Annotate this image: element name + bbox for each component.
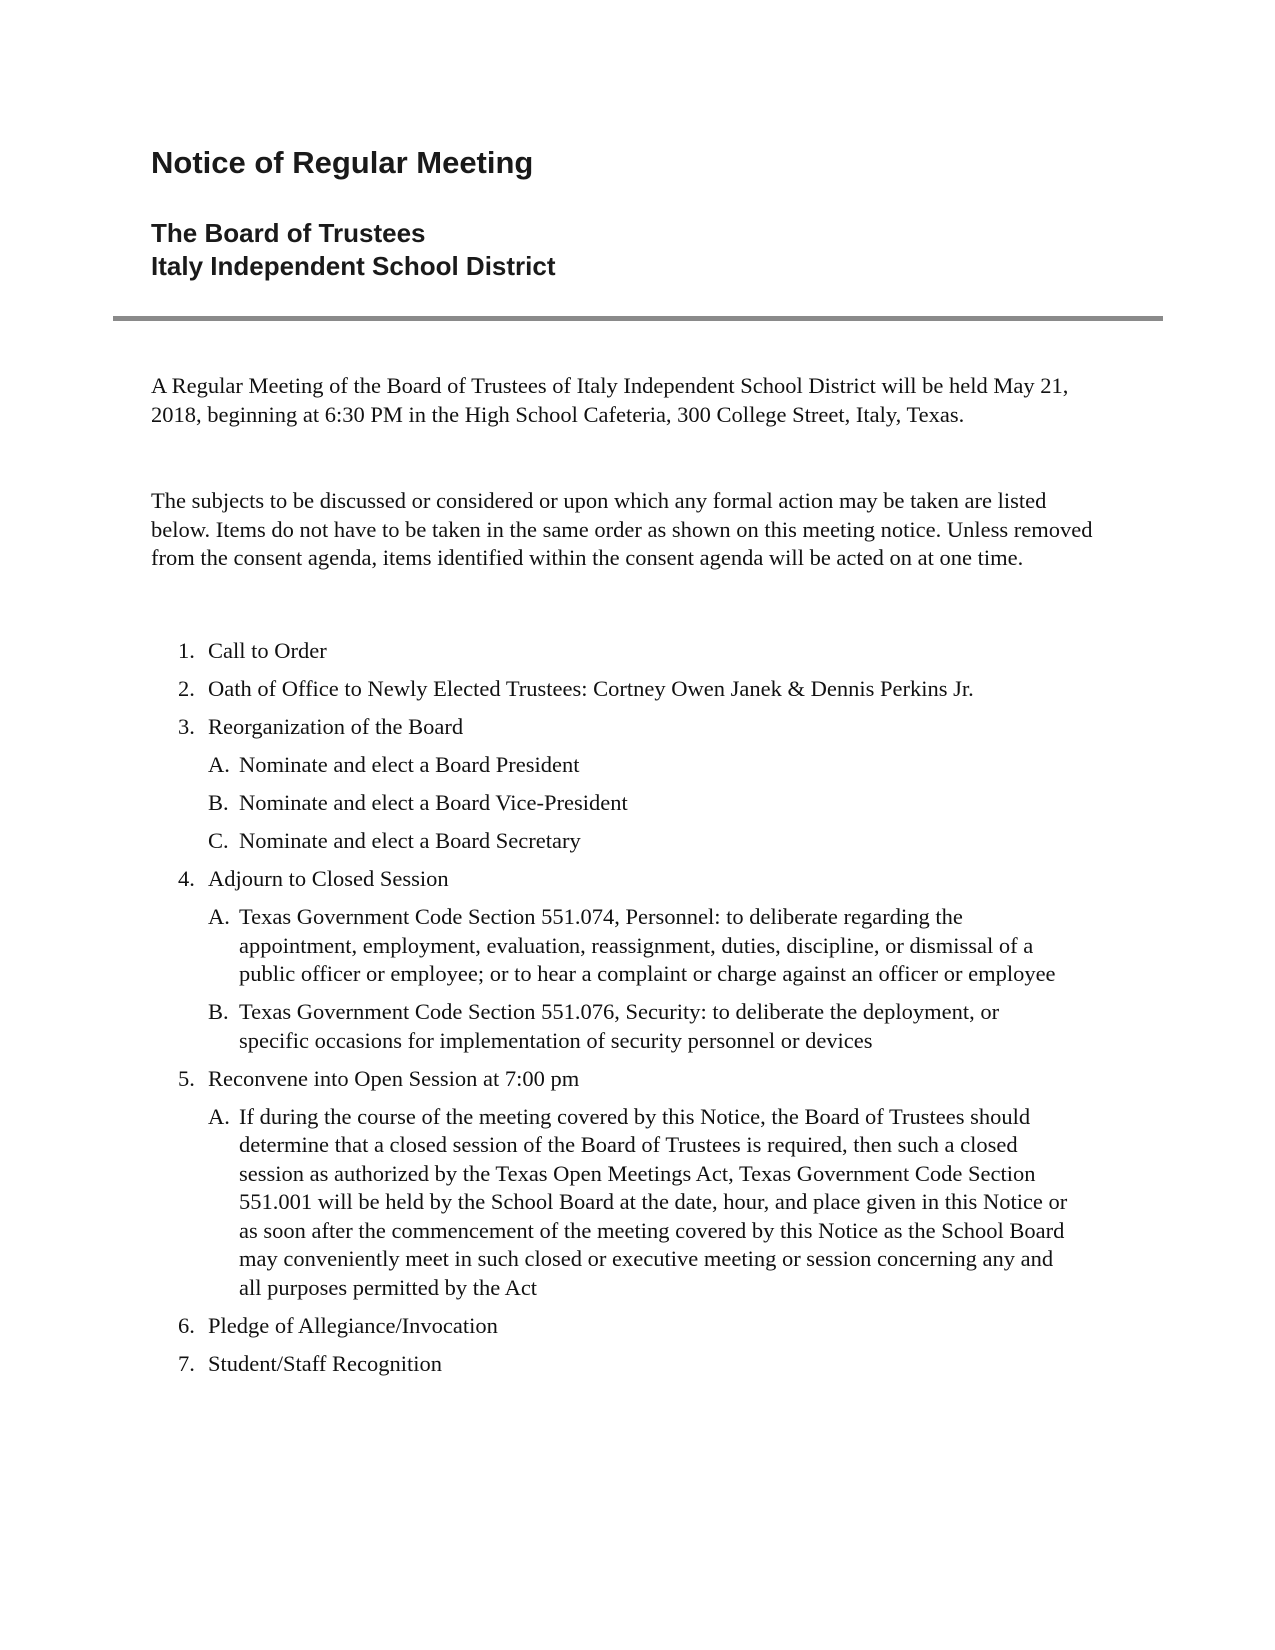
agenda-subitem-letter: B. (208, 790, 229, 815)
agenda-item-number: 7. (178, 1350, 195, 1376)
agenda-item-text: Student/Staff Recognition (208, 1350, 442, 1376)
meeting-announcement: A Regular Meeting of the Board of Trustees of Italy Independent School District will be held May 21, 2018, beginning at 6:30 PM in the High School Cafeteria, 300 College Street, Italy, Texas. (151, 373, 1069, 427)
agenda-item-text: Adjourn to Closed Session (208, 866, 449, 891)
agenda-subitem-letter: A. (208, 1103, 230, 1129)
agenda-subitem-letter: B. (208, 999, 229, 1024)
agenda-item (0, 865, 1068, 1055)
agenda-item (0, 1065, 1068, 1303)
agenda-subitem (208, 998, 1069, 1055)
agenda-item (0, 637, 1068, 666)
subtitle-district: Italy Independent School District (151, 251, 556, 281)
agenda-sublist (208, 903, 1068, 1055)
agenda-item (0, 675, 1068, 704)
agenda-sublist (208, 751, 1068, 856)
page-subtitle (151, 217, 556, 283)
agenda-subitem (208, 903, 1069, 989)
agenda-subitem-text: Texas Government Code Section 551.076, Security: to deliberate the deployment, or specific occasions for implementation of security personnel or devices (239, 999, 1000, 1053)
agenda-subitem-letter: A. (208, 752, 230, 777)
agenda-subitem-text: Texas Government Code Section 551.074, Personnel: to deliberate regarding the appointment, employment, evaluation, reassignment, duties, discipline, or dismissal of a public officer or employee; or to hear a complaint or charge against an officer or employee (239, 904, 1056, 986)
agenda-item-text: Call to Order (208, 638, 327, 663)
agenda-item (0, 1350, 1068, 1379)
agenda-item-text: Oath of Office to Newly Elected Trustees: Cortney Owen Janek & Dennis Perkins Jr. (208, 676, 974, 701)
agenda-subitem-text: Nominate and elect a Board Vice-President (239, 790, 628, 815)
header-divider (113, 316, 1163, 321)
agenda-item-number: 5. (178, 1065, 195, 1091)
page-title: Notice of Regular Meeting (151, 145, 534, 180)
agenda-subitem-text: Nominate and elect a Board Secretary (239, 828, 581, 853)
agenda-subitem (208, 827, 1069, 856)
agenda-item-number: 4. (178, 866, 195, 891)
agenda-subitem (208, 789, 1069, 818)
agenda-item-number: 1. (178, 638, 195, 663)
agenda-item (0, 1312, 1068, 1341)
agenda-list (0, 637, 1275, 1388)
agenda-subitem-letter: A. (208, 904, 230, 929)
agenda-item-text: Reorganization of the Board (208, 714, 464, 739)
agenda-subitem-letter: C. (208, 828, 229, 853)
agenda-subitem-text: If during the course of the meeting covered by this Notice, the Board of Trustees should determine that a closed session of the Board of Trustees is required, then such a closed session as authorized by the Texas Open Meetings Act, Texas Government Code Section 551.001 will be held by the School Board at the date, hour, and place given in this Notice or as soon after the commencement of the meeting covered by this Notice as the School Board may conveniently meet in such closed or executive meeting or session concerning any and all purposes permitted by the Act (239, 1103, 1068, 1300)
agenda-item (0, 713, 1068, 856)
agenda-item-text: Pledge of Allegiance/Invocation (208, 1312, 498, 1338)
agenda-item-number: 2. (178, 676, 195, 701)
agenda-subitem-text: Nominate and elect a Board President (239, 752, 580, 777)
agenda-subitem (208, 1103, 1069, 1303)
agenda-item-number: 3. (178, 714, 195, 739)
agenda-item-number: 6. (178, 1312, 195, 1338)
agenda-sublist (208, 1103, 1068, 1303)
agenda-item-text: Reconvene into Open Session at 7:00 pm (208, 1065, 580, 1091)
agenda-subitem (208, 751, 1069, 780)
subtitle-board: The Board of Trustees (151, 218, 426, 248)
agenda-explanation: The subjects to be discussed or considered or upon which any formal action may be taken are listed below. Items do not have to be taken in the same order as shown on this meeting notice. Unless removed from the consent agenda, items identified within the consent agenda will be acted on at one time. (151, 488, 1093, 570)
